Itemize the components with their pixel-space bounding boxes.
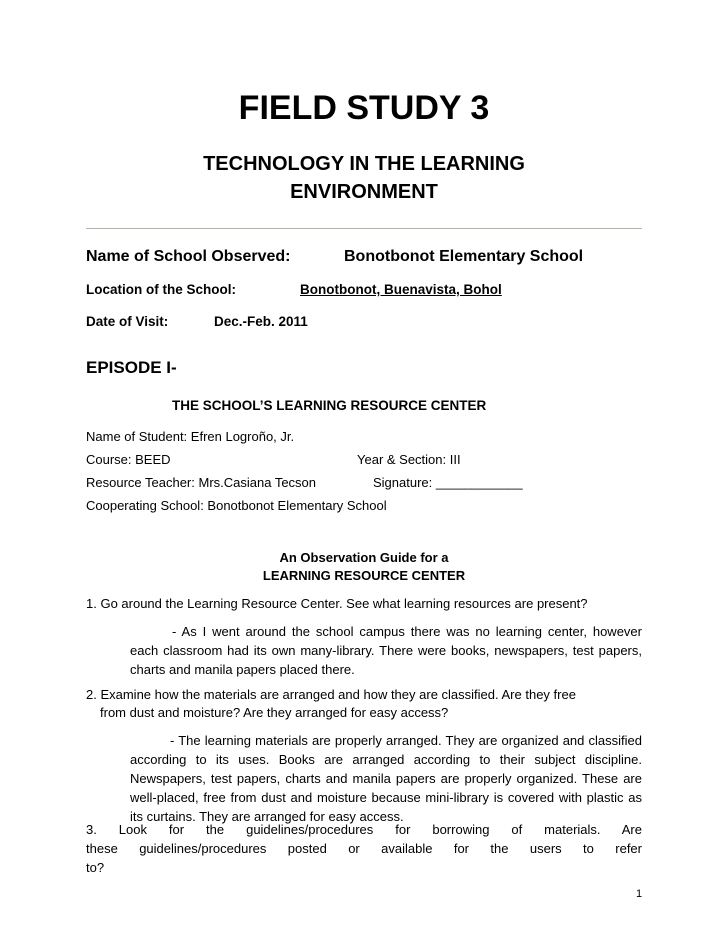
student-name: Name of Student: Efren Logroño, Jr.: [86, 429, 295, 444]
answer-2: [130, 731, 642, 826]
question-3: 3. Look for the guidelines/procedures for borrowing of materials. Are these guidelines/procedures posted or available for the users to refer to?: [86, 822, 642, 875]
question-1: 1. Go around the Learning Resource Center. See what learning resources are present?: [86, 596, 588, 611]
visit-date-value: Dec.-Feb. 2011: [214, 314, 308, 329]
school-name-label: Name of School Observed:: [86, 248, 291, 265]
school-name-value: Bonotbonot Elementary School: [344, 248, 584, 265]
answer-1: [130, 622, 642, 679]
question-2-line1: 2. Examine how the materials are arranged and how they are classified. Are they free: [86, 687, 576, 702]
guide-title-line2: LEARNING RESOURCE CENTER: [262, 568, 466, 583]
cooperating-school: Cooperating School: Bonotbonot Elementary School: [86, 498, 387, 513]
episode-title: EPISODE I-: [86, 358, 177, 377]
document-subtitle-line1: TECHNOLOGY IN THE LEARNING: [203, 153, 525, 175]
resource-teacher: Resource Teacher: Mrs.Casiana Tecson: [86, 475, 317, 490]
episode-subtitle: THE SCHOOL’S LEARNING RESOURCE CENTER: [172, 398, 487, 413]
header-divider: [86, 228, 642, 229]
visit-date-label: Date of Visit:: [86, 314, 169, 329]
school-location-label: Location of the School:: [86, 282, 236, 297]
signature-line: Signature: ____________: [373, 475, 523, 490]
page-number: 1: [636, 888, 643, 900]
answer-2-rest: according to its uses. Books are arranged according to their subject discipline. Newspapers, test papers, charts and manila papers are properly organized. These are well-placed, free from dust and moisture because mini-library is covered with plastic as its curtains. They are arranged for easy access.: [130, 752, 642, 824]
question-2-line2: from dust and moisture? Are they arranged for easy access?: [100, 705, 449, 720]
student-year-section: Year & Section: III: [357, 452, 461, 467]
student-course: Course: BEED: [86, 452, 171, 467]
guide-title-line1: An Observation Guide for a: [279, 550, 449, 565]
answer-2-line1: - The learning materials are properly arranged. They are organized and classified: [170, 733, 642, 748]
school-location-value: Bonotbonot, Buenavista, Bohol: [300, 282, 502, 297]
answer-1-rest: each classroom had its own many-library. There were books, newspapers, test papers, charts and manila papers placed there.: [130, 643, 642, 677]
document-subtitle-line2: ENVIRONMENT: [290, 181, 438, 203]
document-title: FIELD STUDY 3: [238, 89, 490, 127]
answer-1-line1: - As I went around the school campus there was no learning center, however: [172, 624, 642, 639]
